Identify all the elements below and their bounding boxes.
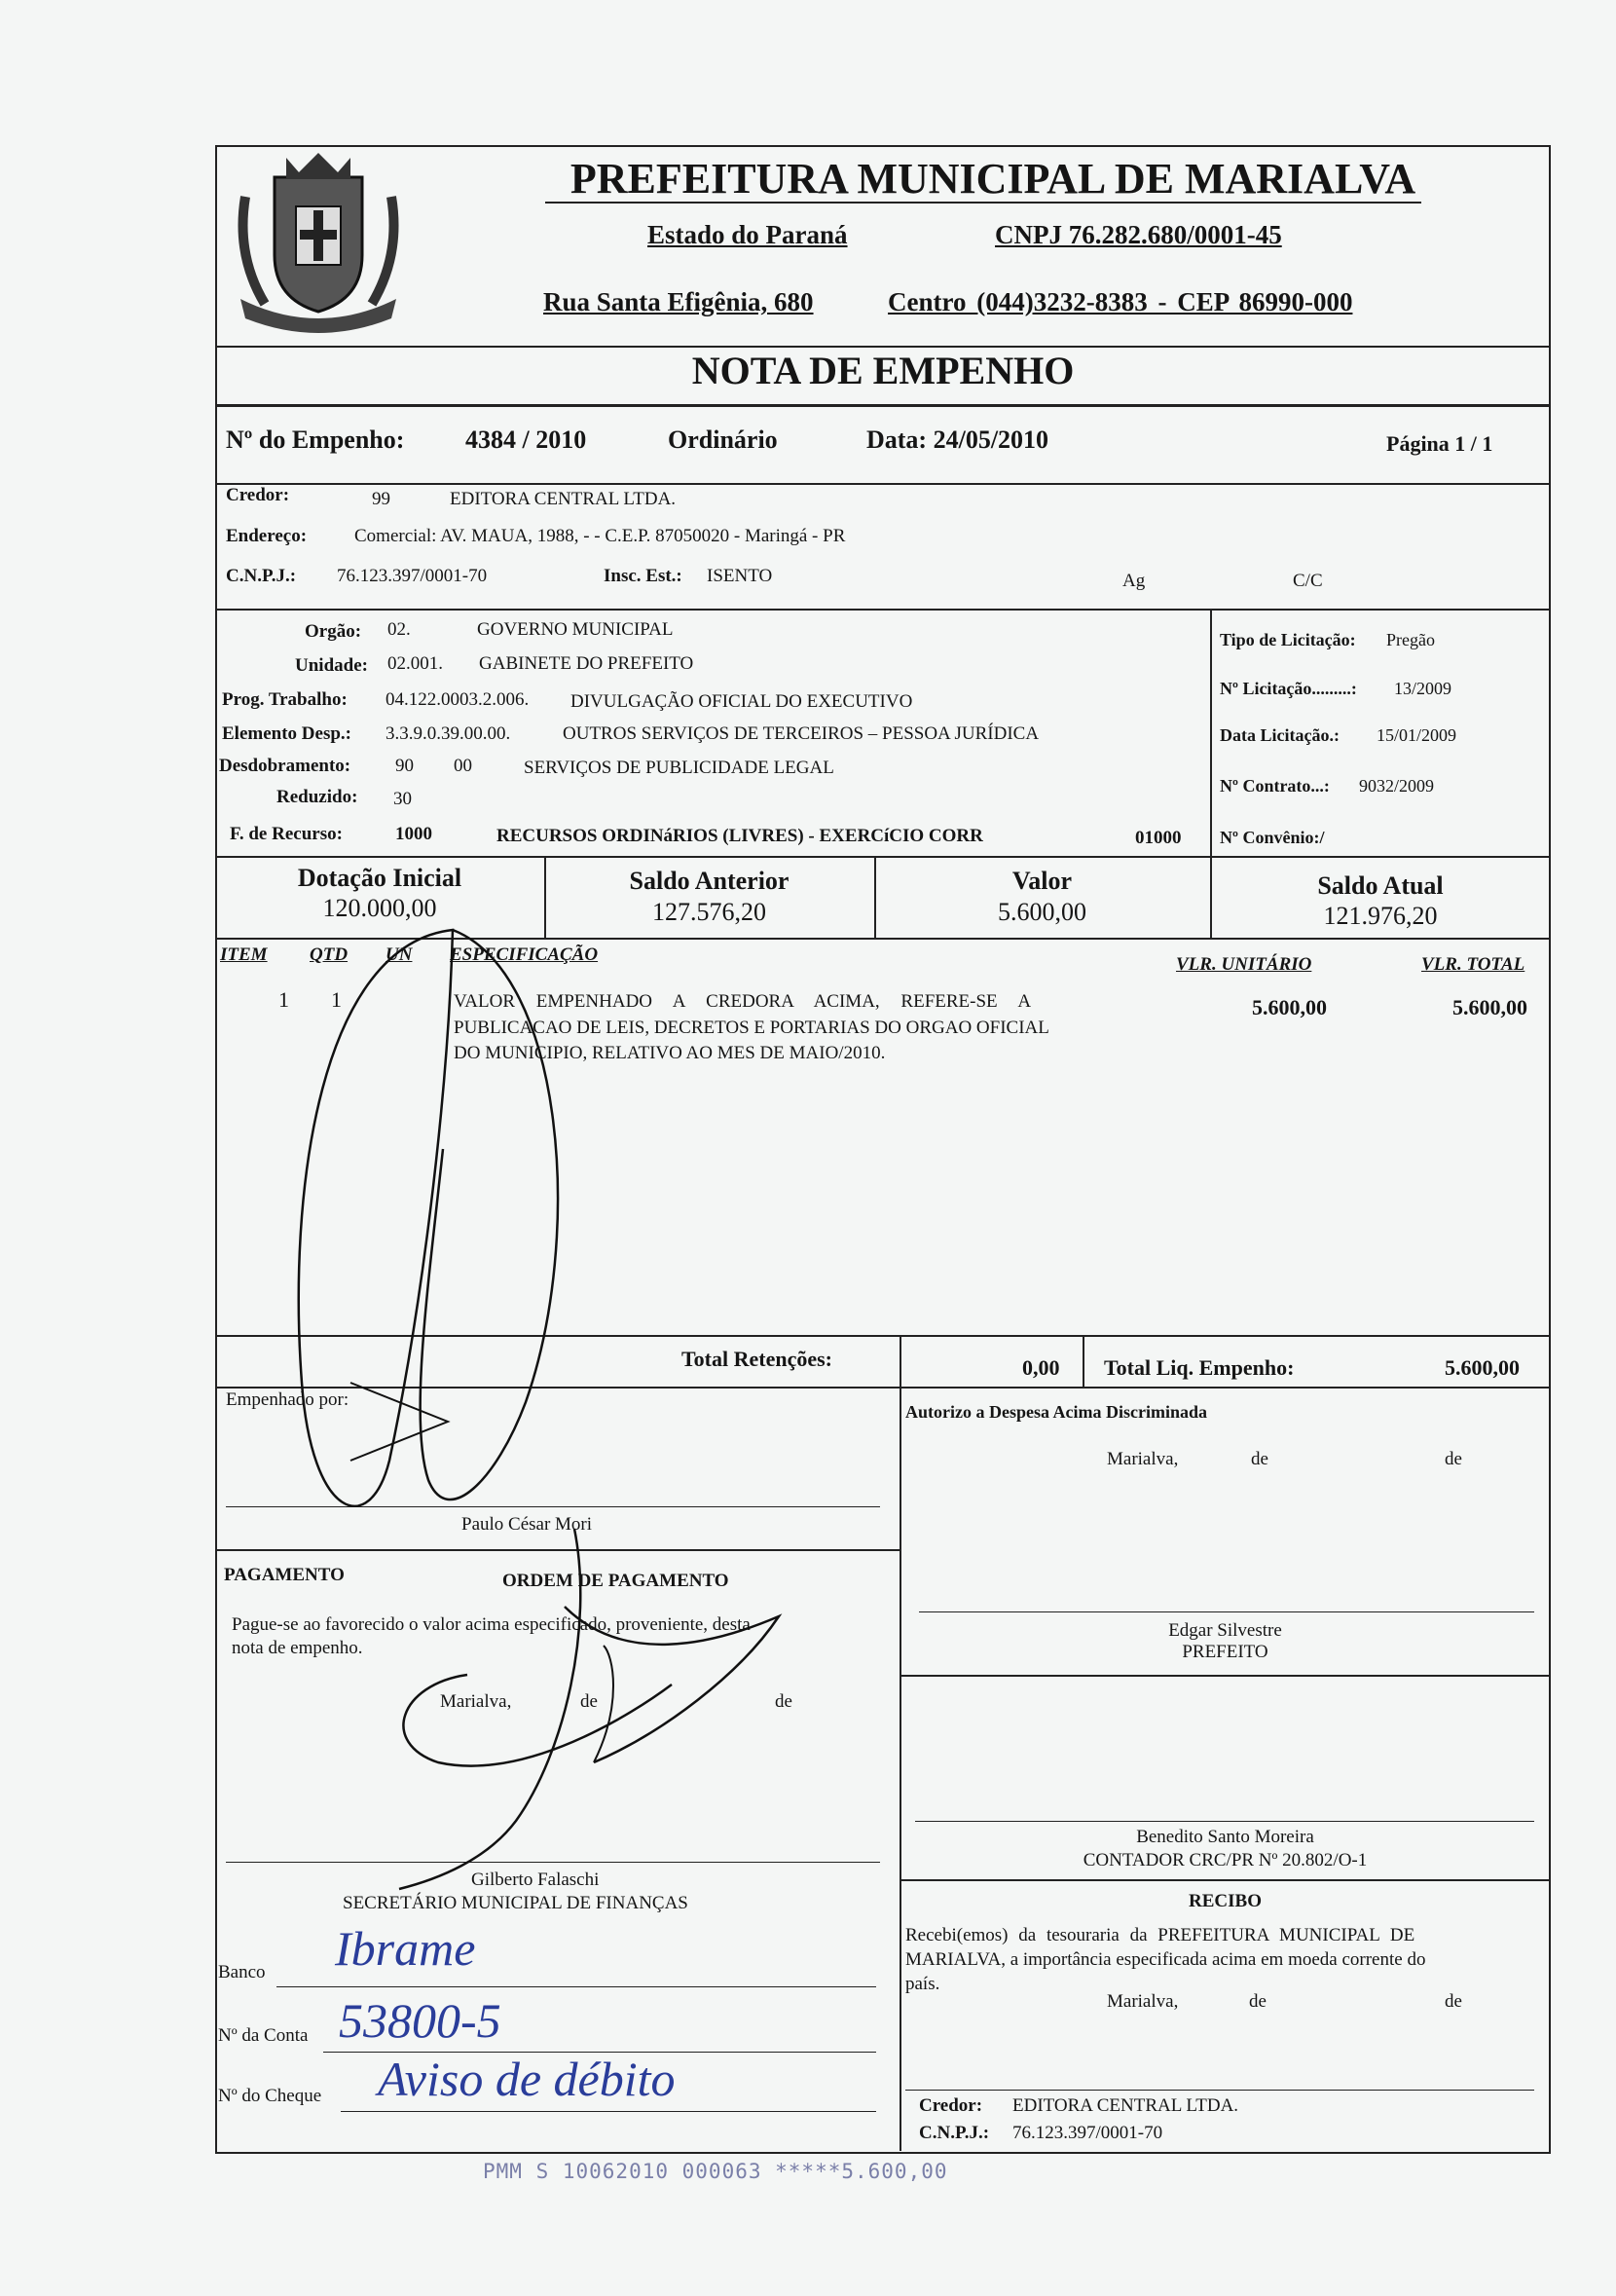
recibo-text-line2: MARIALVA, a importância especificada acima em moeda corrente do: [905, 1949, 1426, 1970]
empenho-number: 4384 / 2010: [465, 426, 587, 454]
prog-name: DIVULGAÇÃO OFICIAL DO EXECUTIVO: [570, 691, 913, 712]
pagamento-role: SECRETÁRIO MUNICIPAL DE FINANÇAS: [343, 1893, 688, 1913]
elem-name: OUTROS SERVIÇOS DE TERCEIROS – PESSOA JURÍDICA: [563, 723, 1040, 744]
autorizo-role: PREFEITO: [1182, 1642, 1268, 1662]
banco-handwritten: Ibrame: [335, 1921, 476, 1976]
saldo-atual-value: 121.976,20: [1323, 902, 1438, 930]
col-especificacao: ESPECIFICAÇÃO: [450, 944, 599, 965]
saldo-anterior-value: 127.576,20: [652, 898, 766, 926]
item-unit-value: 5.600,00: [1252, 995, 1327, 1019]
total-liq-label: Total Liq. Empenho:: [1104, 1355, 1295, 1380]
contador-role: CONTADOR CRC/PR Nº 20.802/O-1: [1083, 1850, 1368, 1870]
pagamento-text-line1: Pague-se ao favorecido o valor acima especificado, provenientе, desta: [232, 1614, 751, 1635]
pagamento-de1: de: [580, 1691, 598, 1712]
desd-name: SERVIÇOS DE PUBLICIDADE LEGAL: [524, 758, 834, 778]
autorizo-de2: de: [1445, 1449, 1462, 1469]
autorizo-de1: de: [1251, 1449, 1268, 1469]
credor-address: Comercial: AV. MAUA, 1988, - - C.E.P. 87050020 - Maringá - PR: [354, 526, 846, 546]
tipo-licitacao: Pregão: [1386, 630, 1435, 649]
col-vlr-unitario: VLR. UNITÁRIO: [1176, 954, 1312, 975]
item-qtd: 1: [331, 987, 342, 1012]
autorizo-title: Autorizo a Despesa Acima Discriminada: [905, 1402, 1207, 1422]
orgao-label: Orgão:: [305, 621, 362, 642]
valor-label: Valor: [1011, 867, 1073, 895]
recibo-text-line3: país.: [905, 1974, 940, 1994]
address-label: Endereço:: [226, 526, 308, 546]
pagamento-signer: Gilberto Falaschi: [471, 1870, 600, 1890]
signature-empenhado: [282, 915, 633, 1577]
recurso-num: 01000: [1135, 828, 1182, 848]
recibo-cnpj-label: C.N.P.J.:: [919, 2123, 990, 2143]
recibo-text-line1: Recebi(emos) da tesouraria da PREFEITURA MUNICIPAL DE: [905, 1925, 1415, 1945]
insc-value: ISENTO: [707, 566, 773, 586]
signature-pagamento: [370, 1509, 808, 1918]
recibo-credor: EDITORA CENTRAL LTDA.: [1012, 2095, 1239, 2116]
item-desc-line3: DO MUNICIPIO, RELATIVO AO MES DE MAIO/2010.: [454, 1043, 886, 1063]
recibo-de2: de: [1445, 1991, 1462, 2012]
empenhado-name: Paulo César Mori: [461, 1514, 593, 1535]
recibo-credor-label: Credor:: [919, 2095, 983, 2116]
total-liq-value: 5.600,00: [1445, 1355, 1520, 1380]
licitacao-num-label: Nº Licitação.........:: [1220, 679, 1357, 698]
pagamento-text-line2: nota de empenho.: [232, 1638, 363, 1658]
insc-label: Insc. Est.:: [604, 566, 682, 586]
licitacao-num: 13/2009: [1394, 679, 1452, 698]
col-vlr-total: VLR. TOTAL: [1421, 954, 1525, 975]
retencoes-value: 0,00: [1022, 1355, 1060, 1380]
header-contact: Centro (044)3232-8383 - CEP 86990-000: [888, 287, 1353, 316]
item-number: 1: [278, 987, 289, 1012]
ag-label: Ag: [1122, 571, 1146, 591]
cc-label: C/C: [1293, 571, 1323, 591]
recibo-title: RECIBO: [1189, 1891, 1262, 1911]
state-label: Estado do Paraná: [647, 220, 848, 249]
contador-name: Benedito Santo Moreira: [1136, 1827, 1314, 1847]
processing-stamp: PMM S 10062010 000063 *****5.600,00: [483, 2160, 948, 2183]
page-number: Página 1 / 1: [1386, 431, 1493, 456]
prog-code: 04.122.0003.2.006.: [386, 689, 530, 710]
credor-name: EDITORA CENTRAL LTDA.: [450, 489, 677, 509]
elem-code: 3.3.9.0.39.00.00.: [386, 723, 511, 744]
pagamento-place: Marialva,: [440, 1691, 512, 1712]
valor-value: 5.600,00: [998, 898, 1086, 926]
saldo-anterior-label: Saldo Anterior: [629, 867, 790, 895]
autorizo-place: Marialva,: [1107, 1449, 1179, 1469]
pagamento-de2: de: [775, 1691, 792, 1712]
header-street: Rua Santa Efigênia, 680: [543, 287, 814, 316]
cheque-label: Nº do Cheque: [218, 2086, 322, 2106]
desd-code: 90: [395, 756, 414, 776]
orgao-name: GOVERNO MUNICIPAL: [477, 619, 674, 640]
conta-label: Nº da Conta: [218, 2025, 309, 2046]
contrato-label: Nº Contrato...:: [1220, 776, 1330, 796]
credor-code: 99: [372, 489, 390, 509]
elem-label: Elemento Desp.:: [222, 723, 351, 744]
col-un: UN: [386, 944, 413, 965]
header-cnpj: CNPJ 76.282.680/0001-45: [995, 220, 1282, 249]
conta-handwritten: 53800-5: [339, 1993, 501, 2048]
empenho-label: Nº do Empenho:: [226, 426, 405, 454]
coat-of-arms-icon: [226, 138, 411, 333]
recurso-code: 1000: [395, 824, 432, 844]
col-qtd: QTD: [310, 944, 349, 965]
item-desc-line1: VALOR EMPENHADO A CREDORA ACIMA, REFERE-SE A: [454, 991, 1032, 1012]
saldo-atual-label: Saldo Atual: [1317, 871, 1444, 900]
dotacao-value: 120.000,00: [322, 894, 437, 922]
tipo-licitacao-label: Tipo de Licitação:: [1220, 630, 1356, 649]
unidade-name: GABINETE DO PREFEITO: [479, 653, 694, 674]
ordem-pagamento: ORDEM DE PAGAMENTO: [502, 1571, 729, 1591]
reduzido-code: 30: [393, 789, 412, 809]
licitacao-data-label: Data Licitação.:: [1220, 725, 1340, 745]
prog-label: Prog. Trabalho:: [222, 689, 348, 710]
doc-title: NOTA DE EMPENHO: [691, 349, 1075, 392]
autorizo-signer: Edgar Silvestre: [1168, 1620, 1282, 1641]
credor-cnpj: 76.123.397/0001-70: [337, 566, 488, 586]
cnpj-label: C.N.P.J.:: [226, 566, 297, 586]
desd-sub: 00: [454, 756, 472, 776]
empenho-date: Data: 24/05/2010: [866, 426, 1049, 454]
reduzido-label: Reduzido:: [276, 787, 358, 807]
convenio-label: Nº Convênio:/: [1220, 828, 1325, 847]
item-desc-line2: PUBLICACAO DE LEIS, DECRETOS E PORTARIAS DO ORGAO OFICIAL: [454, 1018, 1049, 1038]
cheque-handwritten: Aviso de débito: [378, 2052, 676, 2106]
licitacao-data: 15/01/2009: [1377, 725, 1457, 745]
retencoes-label: Total Retenções:: [681, 1347, 832, 1371]
banco-label: Banco: [218, 1962, 266, 1982]
empenhado-label: Empenhado por:: [226, 1389, 349, 1410]
empenho-type: Ordinário: [668, 426, 778, 454]
orgao-code: 02.: [387, 619, 411, 640]
unidade-label: Unidade:: [295, 655, 368, 676]
recibo-cnpj: 76.123.397/0001-70: [1012, 2123, 1163, 2143]
recibo-de1: de: [1249, 1991, 1267, 2012]
recibo-place: Marialva,: [1107, 1991, 1179, 2012]
item-total-value: 5.600,00: [1452, 995, 1527, 1019]
dotacao-label: Dotação Inicial: [297, 864, 462, 892]
desd-label: Desdobramento:: [219, 756, 351, 776]
contrato-value: 9032/2009: [1359, 776, 1435, 796]
unidade-code: 02.001.: [387, 653, 443, 674]
credor-label: Credor:: [226, 485, 290, 505]
recurso-name: RECURSOS ORDINáRIOS (LIVRES) - EXERCíCIO CORR: [496, 826, 983, 846]
page-title: PREFEITURA MUNICIPAL DE MARIALVA: [569, 155, 1416, 203]
pagamento-title: PAGAMENTO: [224, 1565, 345, 1585]
col-item: ITEM: [220, 944, 268, 965]
recurso-label: F. de Recurso:: [230, 824, 343, 844]
